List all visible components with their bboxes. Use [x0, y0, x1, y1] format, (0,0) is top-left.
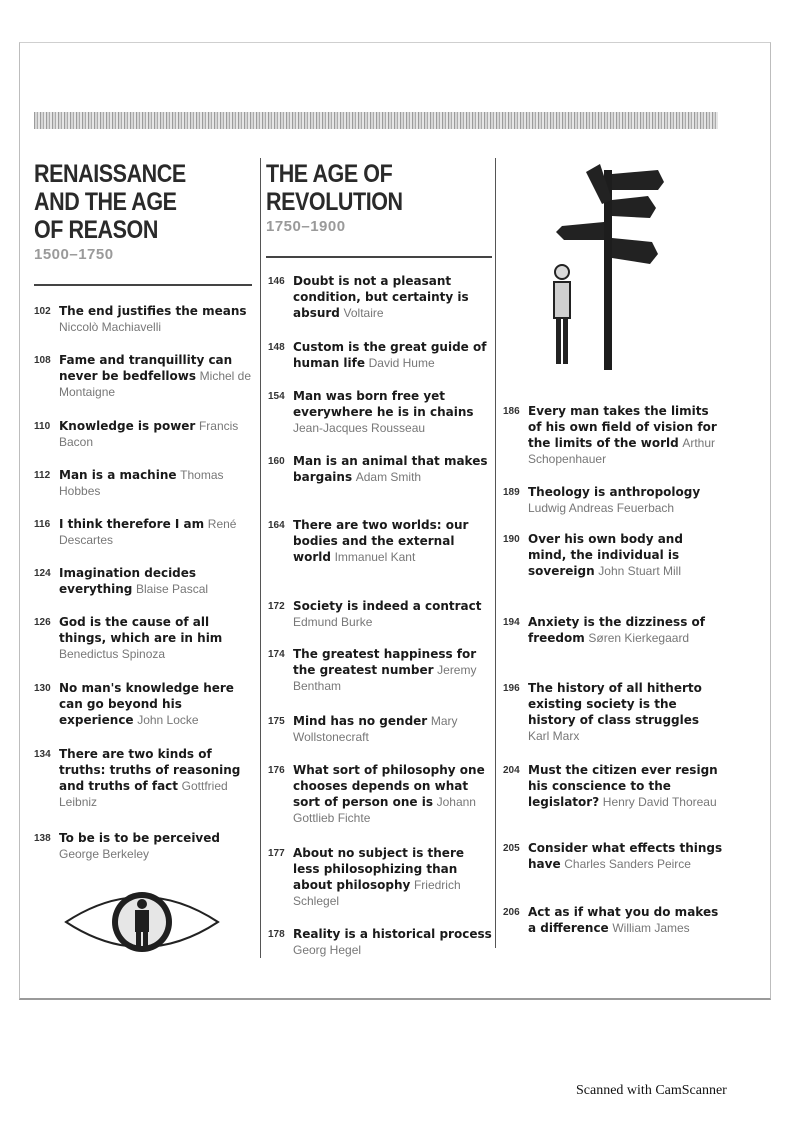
entry-quote: I think therefore I am [59, 517, 205, 531]
page-number: 175 [268, 716, 285, 727]
entry-author: John Locke [137, 713, 199, 727]
entry-quote: Every man takes the limits of his own field of vision for the limits of the world [528, 404, 717, 450]
toc-entry [268, 339, 492, 371]
toc-entry [268, 273, 492, 321]
page-number: 134 [34, 749, 51, 760]
entry-quote: Doubt is not a pleasant condition, but certainty is absurd [293, 274, 469, 320]
page-number: 172 [268, 601, 285, 612]
toc-entry [34, 516, 252, 548]
entry-author: William James [612, 921, 690, 935]
entry-quote: No man's knowledge here can go beyond his experience [59, 681, 234, 727]
eye-illustration [62, 882, 222, 962]
entry-quote: God is the cause of all things, which are in him [59, 615, 223, 645]
scanned-with-label: Scanned with CamScanner [576, 1083, 727, 1098]
entry-body [59, 565, 252, 597]
entry-quote: Consider what effects things have [528, 841, 723, 871]
entry-author: Blaise Pascal [136, 582, 209, 596]
page-number: 112 [34, 470, 51, 481]
page-number: 154 [268, 391, 285, 402]
page-number: 130 [34, 683, 51, 694]
toc-entry [268, 517, 492, 565]
entry-quote: The history of all hitherto existing society is the history of class struggles [528, 681, 702, 727]
toc-entry [268, 646, 492, 694]
page-number: 194 [503, 617, 520, 628]
entry-author: René Descartes [59, 517, 237, 547]
entry-body [293, 598, 492, 630]
entry-author: Henry David Thoreau [602, 795, 717, 809]
entry-body [528, 403, 723, 467]
title-rule [266, 256, 492, 258]
entry-quote: Act as if what you do makes a difference [528, 905, 719, 935]
entry-body [59, 516, 252, 548]
entry-quote: There are two kinds of truths: truths of reasoning and truths of fact [59, 747, 241, 793]
entry-author: Voltaire [343, 306, 384, 320]
entry-quote: Man is an animal that makes bargains [293, 454, 488, 484]
page-number: 164 [268, 520, 285, 531]
toc-entry [503, 484, 723, 516]
page-number: 102 [34, 306, 51, 317]
entry-author: Georg Hegel [293, 943, 362, 957]
title-rule [34, 284, 252, 286]
page-number: 206 [503, 907, 520, 918]
toc-entry [503, 840, 723, 872]
page-number: 176 [268, 765, 285, 776]
entry-quote: Anxiety is the dizziness of freedom [528, 615, 705, 645]
entry-author: Benedictus Spinoza [59, 647, 166, 661]
entry-quote: Over his own body and mind, the individual is sovereign [528, 532, 683, 578]
page-number: 196 [503, 683, 520, 694]
entry-author: John Stuart Mill [598, 564, 681, 578]
entry-author: George Berkeley [59, 847, 150, 861]
entry-body [59, 418, 252, 450]
toc-entry [268, 388, 492, 436]
entry-body [293, 845, 492, 909]
page-number: 126 [34, 617, 51, 628]
entry-author: Ludwig Andreas Feuerbach [528, 501, 675, 515]
texture-band [34, 112, 718, 129]
title-line: RENAISSANCE [34, 160, 186, 188]
entry-body [59, 614, 252, 662]
page-number: 148 [268, 342, 285, 353]
entry-quote: What sort of philosophy one chooses depends on what sort of person one is [293, 763, 485, 809]
entry-author: Niccolò Machiavelli [59, 320, 162, 334]
title-line: AND THE AGE [34, 188, 177, 216]
page-number: 190 [503, 534, 520, 545]
toc-entry [34, 418, 252, 450]
entry-body [528, 680, 723, 744]
title-line: REVOLUTION [266, 188, 403, 216]
entry-body [59, 352, 252, 400]
entry-author: Gottfried Leibniz [59, 779, 228, 809]
entry-author: David Hume [368, 356, 435, 370]
toc-entry [34, 303, 252, 335]
entry-body [528, 531, 723, 579]
entry-quote: Knowledge is power [59, 419, 196, 433]
section-title [266, 160, 481, 216]
toc-entry [503, 904, 723, 936]
toc-entry [34, 746, 252, 810]
entry-body [59, 303, 252, 335]
entry-author: Thomas Hobbes [59, 468, 224, 498]
entry-body [293, 339, 492, 371]
entry-body [528, 840, 723, 872]
page-number: 138 [34, 833, 51, 844]
entry-author: Immanuel Kant [334, 550, 416, 564]
entry-author: Arthur Schopenhauer [528, 436, 715, 466]
page-number: 189 [503, 487, 520, 498]
toc-entry [268, 453, 492, 485]
entry-quote: Society is indeed a contract [293, 599, 482, 613]
entry-quote: About no subject is there less philosophizing than about philosophy [293, 846, 465, 892]
toc-entry [34, 565, 252, 597]
entry-body [293, 453, 492, 485]
toc-entry [268, 598, 492, 630]
entry-quote: Man is a machine [59, 468, 177, 482]
entry-quote: The greatest happiness for the greatest number [293, 647, 477, 677]
entry-quote: Theology is anthropology [528, 485, 701, 499]
entry-quote: The end justifies the means [59, 304, 247, 318]
entry-author: Edmund Burke [293, 615, 373, 629]
entry-body [293, 762, 492, 826]
section-title [34, 160, 249, 244]
section-years: 1500–1750 [34, 246, 114, 263]
toc-entry [268, 926, 492, 958]
entry-author: Søren Kierkegaard [588, 631, 690, 645]
page-number: 178 [268, 929, 285, 940]
page-number: 174 [268, 649, 285, 660]
column-divider [260, 158, 261, 958]
entry-author: Jean-Jacques Rousseau [293, 421, 426, 435]
entry-body [528, 614, 723, 646]
entry-quote: Custom is the great guide of human life [293, 340, 487, 370]
entry-quote: Mind has no gender [293, 714, 428, 728]
entry-body [59, 830, 252, 862]
entry-quote: Man was born free yet everywhere he is in chains [293, 389, 474, 419]
page-number: 177 [268, 848, 285, 859]
entry-author: Friedrich Schlegel [293, 878, 461, 908]
entry-body [528, 904, 723, 936]
toc-entry [268, 762, 492, 826]
toc-entry [503, 403, 723, 467]
entry-quote: Must the citizen ever resign his conscience to the legislator? [528, 763, 718, 809]
entry-body [293, 273, 492, 321]
entry-body [59, 680, 252, 728]
entry-author: Michel de Montaigne [59, 369, 252, 399]
title-line: OF REASON [34, 216, 158, 244]
toc-entry [34, 680, 252, 728]
entry-quote: Fame and tranquillity can never be bedfellows [59, 353, 233, 383]
toc-entry [503, 680, 723, 744]
toc-entry [268, 713, 492, 745]
entry-body [59, 746, 252, 810]
entry-author: Adam Smith [355, 470, 422, 484]
page-number: 108 [34, 355, 51, 366]
entry-quote: There are two worlds: our bodies and the external world [293, 518, 469, 564]
page-number: 146 [268, 276, 285, 287]
entry-body [293, 388, 492, 436]
page-number: 205 [503, 843, 520, 854]
entry-quote: Reality is a historical process [293, 927, 492, 941]
toc-entry [34, 352, 252, 400]
entry-author: Jeremy Bentham [293, 663, 477, 693]
column-divider [495, 158, 496, 948]
toc-entry [34, 614, 252, 662]
entry-body [59, 467, 252, 499]
entry-author: Johann Gottlieb Fichte [293, 795, 476, 825]
entry-body [293, 646, 492, 694]
toc-entry [503, 531, 723, 579]
entry-author: Mary Wollstonecraft [293, 714, 458, 744]
entry-body [293, 926, 492, 958]
page-number: 204 [503, 765, 520, 776]
title-line: THE AGE OF [266, 160, 393, 188]
page-number: 160 [268, 456, 285, 467]
toc-entry [34, 467, 252, 499]
entry-body [528, 762, 723, 810]
entry-body [528, 484, 723, 516]
signpost-illustration [540, 160, 670, 380]
toc-entry [34, 830, 252, 862]
page-number: 124 [34, 568, 51, 579]
entry-author: Francis Bacon [59, 419, 239, 449]
entry-author: Karl Marx [528, 729, 580, 743]
entry-quote: To be is to be perceived [59, 831, 220, 845]
page-number: 110 [34, 421, 51, 432]
toc-entry [268, 845, 492, 909]
toc-entry [503, 614, 723, 646]
entry-body [293, 517, 492, 565]
entry-body [293, 713, 492, 745]
entry-quote: Imagination decides everything [59, 566, 197, 596]
entry-author: Charles Sanders Peirce [564, 857, 691, 871]
page-number: 116 [34, 519, 51, 530]
toc-entry [503, 762, 723, 810]
page-number: 186 [503, 406, 520, 417]
section-years: 1750–1900 [266, 218, 346, 235]
